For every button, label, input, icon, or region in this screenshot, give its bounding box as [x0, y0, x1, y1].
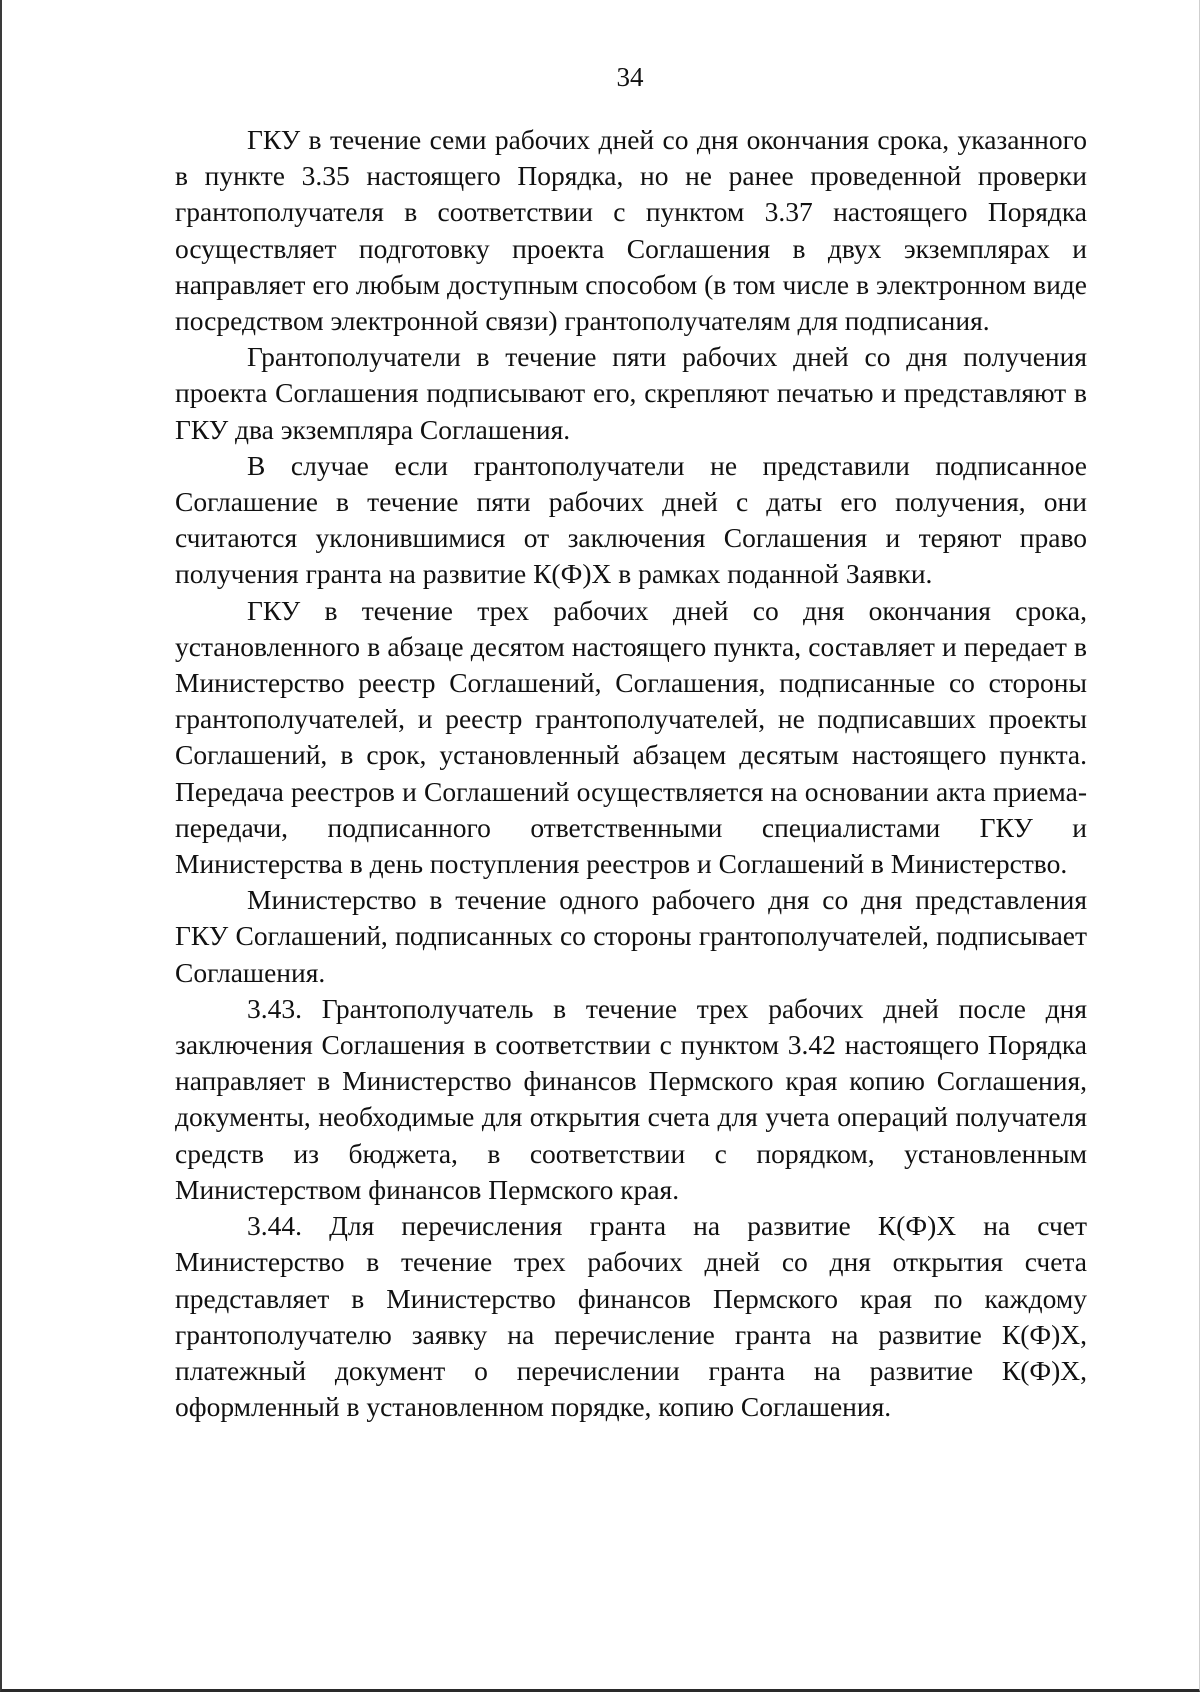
paragraph-grantees-evade: В случае если грантополучатели не представили подписанное Соглашение в течение пяти рабочих дней с даты его получения, они считаются уклонившимися от заключения Соглашения и теряют право получения гранта на развитие К(Ф)Х в рамках поданной Заявки.: [175, 449, 1087, 590]
document-body: [175, 122, 1087, 1425]
paragraph-clause-3-43: 3.43. Грантополучатель в течение трех рабочих дней после дня заключения Соглашения в соответствии с пунктом 3.42 настоящего Порядка направляет в Министерство финансов Пермского края копию Соглашения, документы, необходимые для открытия счета для учета операций получателя средств из бюджета, в соответствии с порядком, установленным Министерством финансов Пермского края.: [175, 992, 1087, 1205]
paragraph-clause-3-44: 3.44. Для перечисления гранта на развитие К(Ф)Х на счет Министерство в течение трех рабочих дней со дня открытия счета представляет в Министерство финансов Пермского края по каждому грантополучателю заявку на перечисление гранта на развитие К(Ф)Х, платежный документ о перечислении гранта на развитие К(Ф)Х, оформленный в установленном порядке, копию Соглашения.: [175, 1210, 1087, 1423]
paragraph-gku-prepares-agreement: ГКУ в течение семи рабочих дней со дня окончания срока, указанного в пункте 3.35 настоящего Порядка, но не ранее проведенной проверки грантополучателя в соответствии с пунктом 3.37 настоящего Порядка осуществляет подготовку проекта Соглашения в двух экземплярах и направляет его любым доступным способом (в том числе в электронном виде посредством электронной связи) грантополучателям для подписания.: [175, 124, 1087, 337]
paragraph-gku-transfers-registry: ГКУ в течение трех рабочих дней со дня окончания срока, установленного в абзаце десятом настоящего пункта, составляет и передает в Министерство реестр Соглашений, Соглашения, подписанные со стороны грантополучателей, и реестр грантополучателей, не подписавших проекты Соглашений, в срок, установленный абзацем десятым настоящего пункта. Передача реестров и Соглашений осуществляется на основании акта приема-передачи, подписанного ответственными специалистами ГКУ и Министерства в день поступления реестров и Соглашений в Министерство.: [175, 594, 1087, 880]
paragraph-grantees-sign: Грантополучатели в течение пяти рабочих дней со дня получения проекта Соглашения подписывают его, скрепляют печатью и представляют в ГКУ два экземпляра Соглашения.: [175, 341, 1087, 445]
paragraph-ministry-signs: Министерство в течение одного рабочего дня со дня представления ГКУ Соглашений, подписанных со стороны грантополучателей, подписывает Соглашения.: [175, 884, 1087, 988]
page-number: 34: [616, 62, 644, 92]
